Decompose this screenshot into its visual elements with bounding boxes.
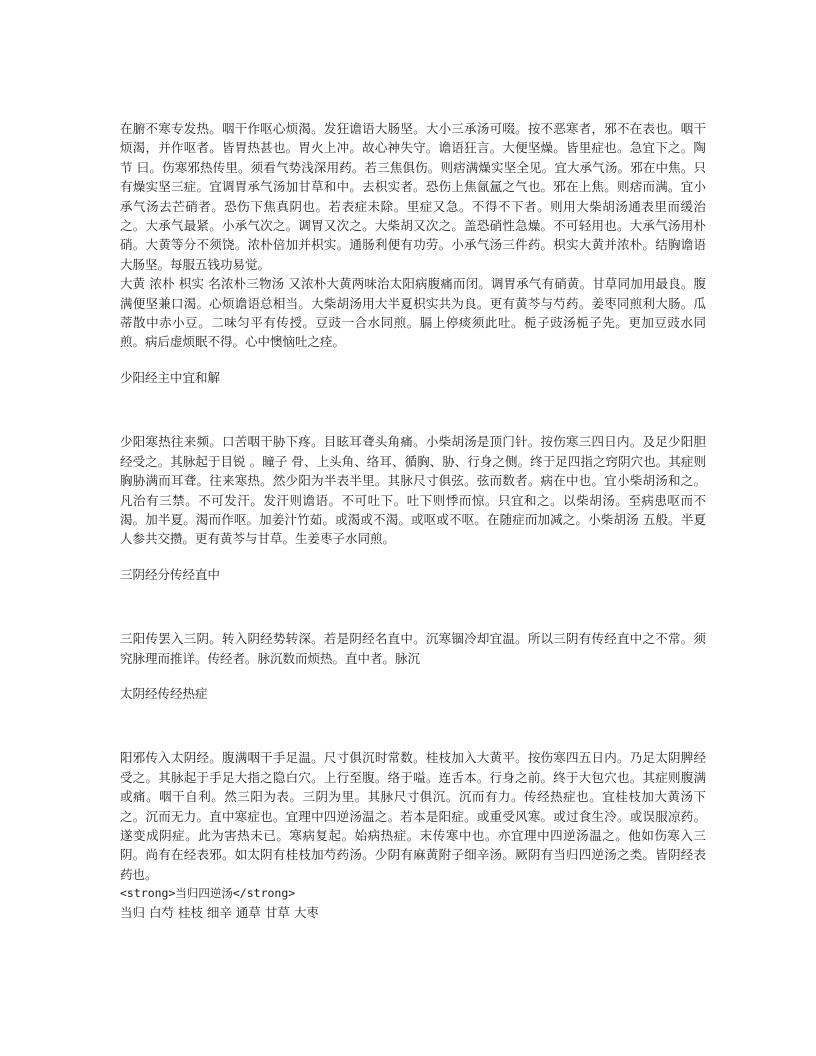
spacer	[120, 584, 706, 629]
paragraph-chengqi: 在腑不寒专发热。咽干作呕心烦渴。发狂谵语大肠坚。大小三承汤可啜。按不恶寒者，邪不在表也。咽干烦渴，并作呕者。皆胃热甚也。胃火上冲。故心神失守。谵语狂言。大便坚燥。皆里症也。急宜下之。陶节 曰。伤寒邪热传里。须看气势浅深用药。若三焦俱伤。则痞满燥实坚全见。宜大承气汤。邪在中焦。只有燥实坚三症。宜调胃承气汤加甘草和中。去枳实者。恐伤上焦氤氲之气也。邪在上焦。则痞而满。宜小承气汤去芒硝者。恐伤下焦真阴也。若表症未除。里症又急。不得不下者。则用大柴胡汤通表里而缓治之。大承气最紧。小承气次之。调胃又次之。大柴胡又次之。盖恐硝性急燥。不可轻用也。大承气汤用朴硝。大黄等分不须饶。浓朴倍加并枳实。通肠利便有功劳。小承气汤三件药。枳实大黄并浓朴。结胸谵语大肠坚。每服五钱功易觉。	[120, 121, 706, 272]
section-heading-taiyin: 太阴经传经热症	[120, 685, 208, 701]
section-heading-shaoyang: 少阳经主中宜和解	[120, 369, 221, 385]
spacer	[120, 549, 706, 565]
formula-ingredients: 当归 白芍 桂枝 细辛 通草 甘草 大枣	[120, 905, 319, 921]
spacer	[120, 668, 706, 684]
section-heading-sanyin: 三阴经分传经直中	[120, 566, 221, 582]
paragraph-formulas: 大黄 浓朴 枳实 名浓朴三物汤 又浓朴大黄两味治太阳病腹痛而闭。调胃承气有硝黄。甘草同加用最良。腹满便坚兼口渴。心烦谵语总相当。大柴胡汤用大半夏枳实共为良。更有黄芩与芍药。姜枣同煎利大肠。瓜蒂散中赤小豆。二味匀平有传授。豆豉一合水同煎。膈上停痰须此吐。栀子豉汤栀子先。更加豆豉水同煎。病后虚烦眠不得。心中懊恼吐之痊。	[120, 276, 706, 350]
spacer	[120, 703, 706, 748]
spacer	[120, 387, 706, 432]
document-page	[120, 119, 706, 923]
paragraph-shaoyang: 少阳寒热往来频。口苦咽干胁下疼。目眩耳聋头角痛。小柴胡汤是顶门针。按伤寒三四日内。及足少阳胆经受之。其脉起于目锐 。瞳子 骨、上头角、络耳、循胸、胁、行身之侧。终于足四指之窍阴穴也。其症则胸胁满而耳聋。往来寒热。然少阳为半表半里。其脉尺寸俱弦。弦而数者。病在中也。宜小柴胡汤和之。凡治有三禁。不可发汗。发汗则谵语。不可吐下。吐下则悸而惊。只宜和之。以柴胡汤。至病患呕而不渴。加半夏。渴而作呕。加姜汁竹茹。或渴或不渴。或呕或不呕。在随症而加减之。小柴胡汤 五般。半夏人参共交攒。更有黄芩与甘草。生姜枣子水同煎。	[120, 434, 706, 547]
raw-strong-tag-line: <strong>当归四逆汤</strong>	[120, 886, 296, 901]
paragraph-taiyin: 阳邪传入太阴经。腹满咽干手足温。尺寸俱沉时常数。桂枝加入大黄平。按伤寒四五日内。乃足太阴脾经受之。其脉起于手足大指之隐白穴。上行至腹。络于嗌。连舌本。行身之前。终于大包穴也。其症则腹满或痛。咽干自利。然三阳为表。三阴为里。其脉尺寸俱沉。沉而有力。传经热症也。宜桂枝加大黄汤下之。沉而无力。直中寒症也。宜理中四逆汤温之。若本是阳症。或重受风寒。或过食生冷。或误服凉药。遂变成阴症。此为害热未已。寒病复起。始病热症。末传寒中也。亦宜理中四逆汤温之。他如伤寒入三阴。尚有在经表邪。如太阴有桂枝加芍药汤。少阴有麻黄附子细辛汤。厥阴有当归四逆汤之类。皆阴经表药也。	[120, 750, 706, 882]
paragraph-sanyin: 三阳传罢入三阴。转入阴经势转深。若是阴经名直中。沉寒锢冷却宜温。所以三阴有传经直中之不常。须究脉理而推详。传经者。脉沉数而烦热。直中者。脉沉	[120, 631, 706, 666]
spacer	[120, 352, 706, 368]
